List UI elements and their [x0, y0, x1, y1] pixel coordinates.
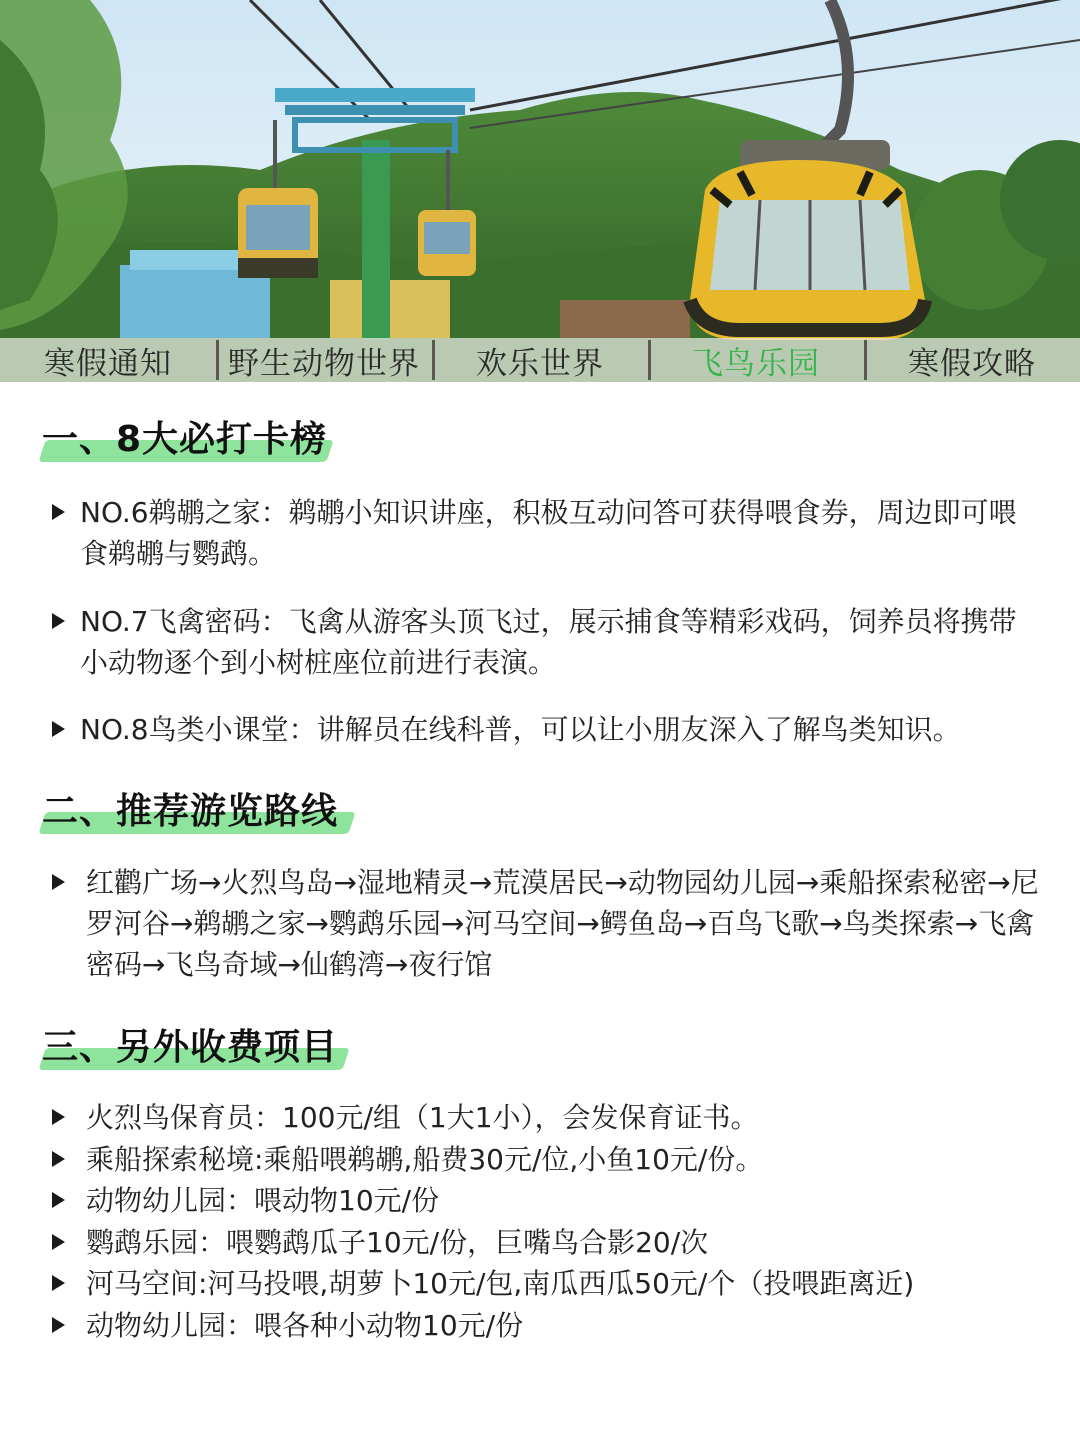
list-item: NO.6鹈鹕之家：鹈鹕小知识讲座，积极互动问答可获得喂食券，周边即可喂食鹈鹕与鹦鹉。	[52, 492, 1042, 574]
section1-title: 一、8大必打卡榜	[42, 419, 328, 460]
play-triangle-icon	[52, 1151, 65, 1167]
play-triangle-icon	[52, 1192, 65, 1208]
play-triangle-icon	[52, 504, 65, 520]
play-triangle-icon	[52, 1234, 65, 1250]
play-triangle-icon	[52, 1109, 65, 1125]
section2-heading	[42, 788, 338, 836]
section3-heading	[42, 1024, 338, 1072]
list-item: 河马空间:河马投喂,胡萝卜10元/包,南瓜西瓜50元/个（投喂距离近)	[52, 1263, 1042, 1304]
cable-car-illustration	[0, 0, 1080, 382]
section3-title: 三、另外收费项目	[42, 1027, 339, 1068]
tab-bird-park[interactable]: 飞鸟乐园	[648, 338, 864, 382]
tab-happy-world[interactable]: 欢乐世界	[432, 338, 648, 382]
play-triangle-icon	[52, 613, 65, 629]
tab-wildlife-world[interactable]: 野生动物世界	[216, 338, 432, 382]
play-triangle-icon	[52, 1317, 65, 1333]
list-item: 鹦鹉乐园：喂鹦鹉瓜子10元/份，巨嘴鸟合影20/次	[52, 1222, 1042, 1263]
section1-heading	[42, 416, 327, 464]
hero-photo	[0, 0, 1080, 382]
section2-title: 二、推荐游览路线	[42, 791, 339, 832]
play-triangle-icon	[52, 1275, 65, 1291]
tab-winter-notice[interactable]: 寒假通知	[44, 345, 172, 382]
list-item: 动物幼儿园：喂动物10元/份	[52, 1180, 1042, 1221]
list-item: 乘船探索秘境:乘船喂鹈鹕,船费30元/位,小鱼10元/份。	[52, 1139, 1042, 1180]
tab-winter-guide[interactable]: 寒假攻略	[864, 338, 1080, 382]
list-item: 动物幼儿园：喂各种小动物10元/份	[52, 1305, 1042, 1346]
route-item: 红鹳广场→火烈鸟岛→湿地精灵→荒漠居民→动物园幼儿园→乘船探索秘密→尼罗河谷→鹈鹕之家→鹦鹉乐园→河马空间→鳄鱼岛→百鸟飞歌→鸟类探索→飞禽密码→飞鸟奇域→仙鹤湾→夜行馆	[52, 862, 1042, 985]
list-item: NO.7飞禽密码：飞禽从游客头顶飞过，展示捕食等精彩戏码，饲养员将携带小动物逐个到小树桩座位前进行表演。	[52, 601, 1042, 683]
play-triangle-icon	[52, 874, 65, 890]
list-item: NO.8鸟类小课堂：讲解员在线科普，可以让小朋友深入了解鸟类知识。	[52, 709, 1042, 750]
category-tabs	[0, 338, 1080, 382]
play-triangle-icon	[52, 721, 65, 737]
list-item: 火烈鸟保育员：100元/组（1大1小），会发保育证书。	[52, 1097, 1042, 1138]
